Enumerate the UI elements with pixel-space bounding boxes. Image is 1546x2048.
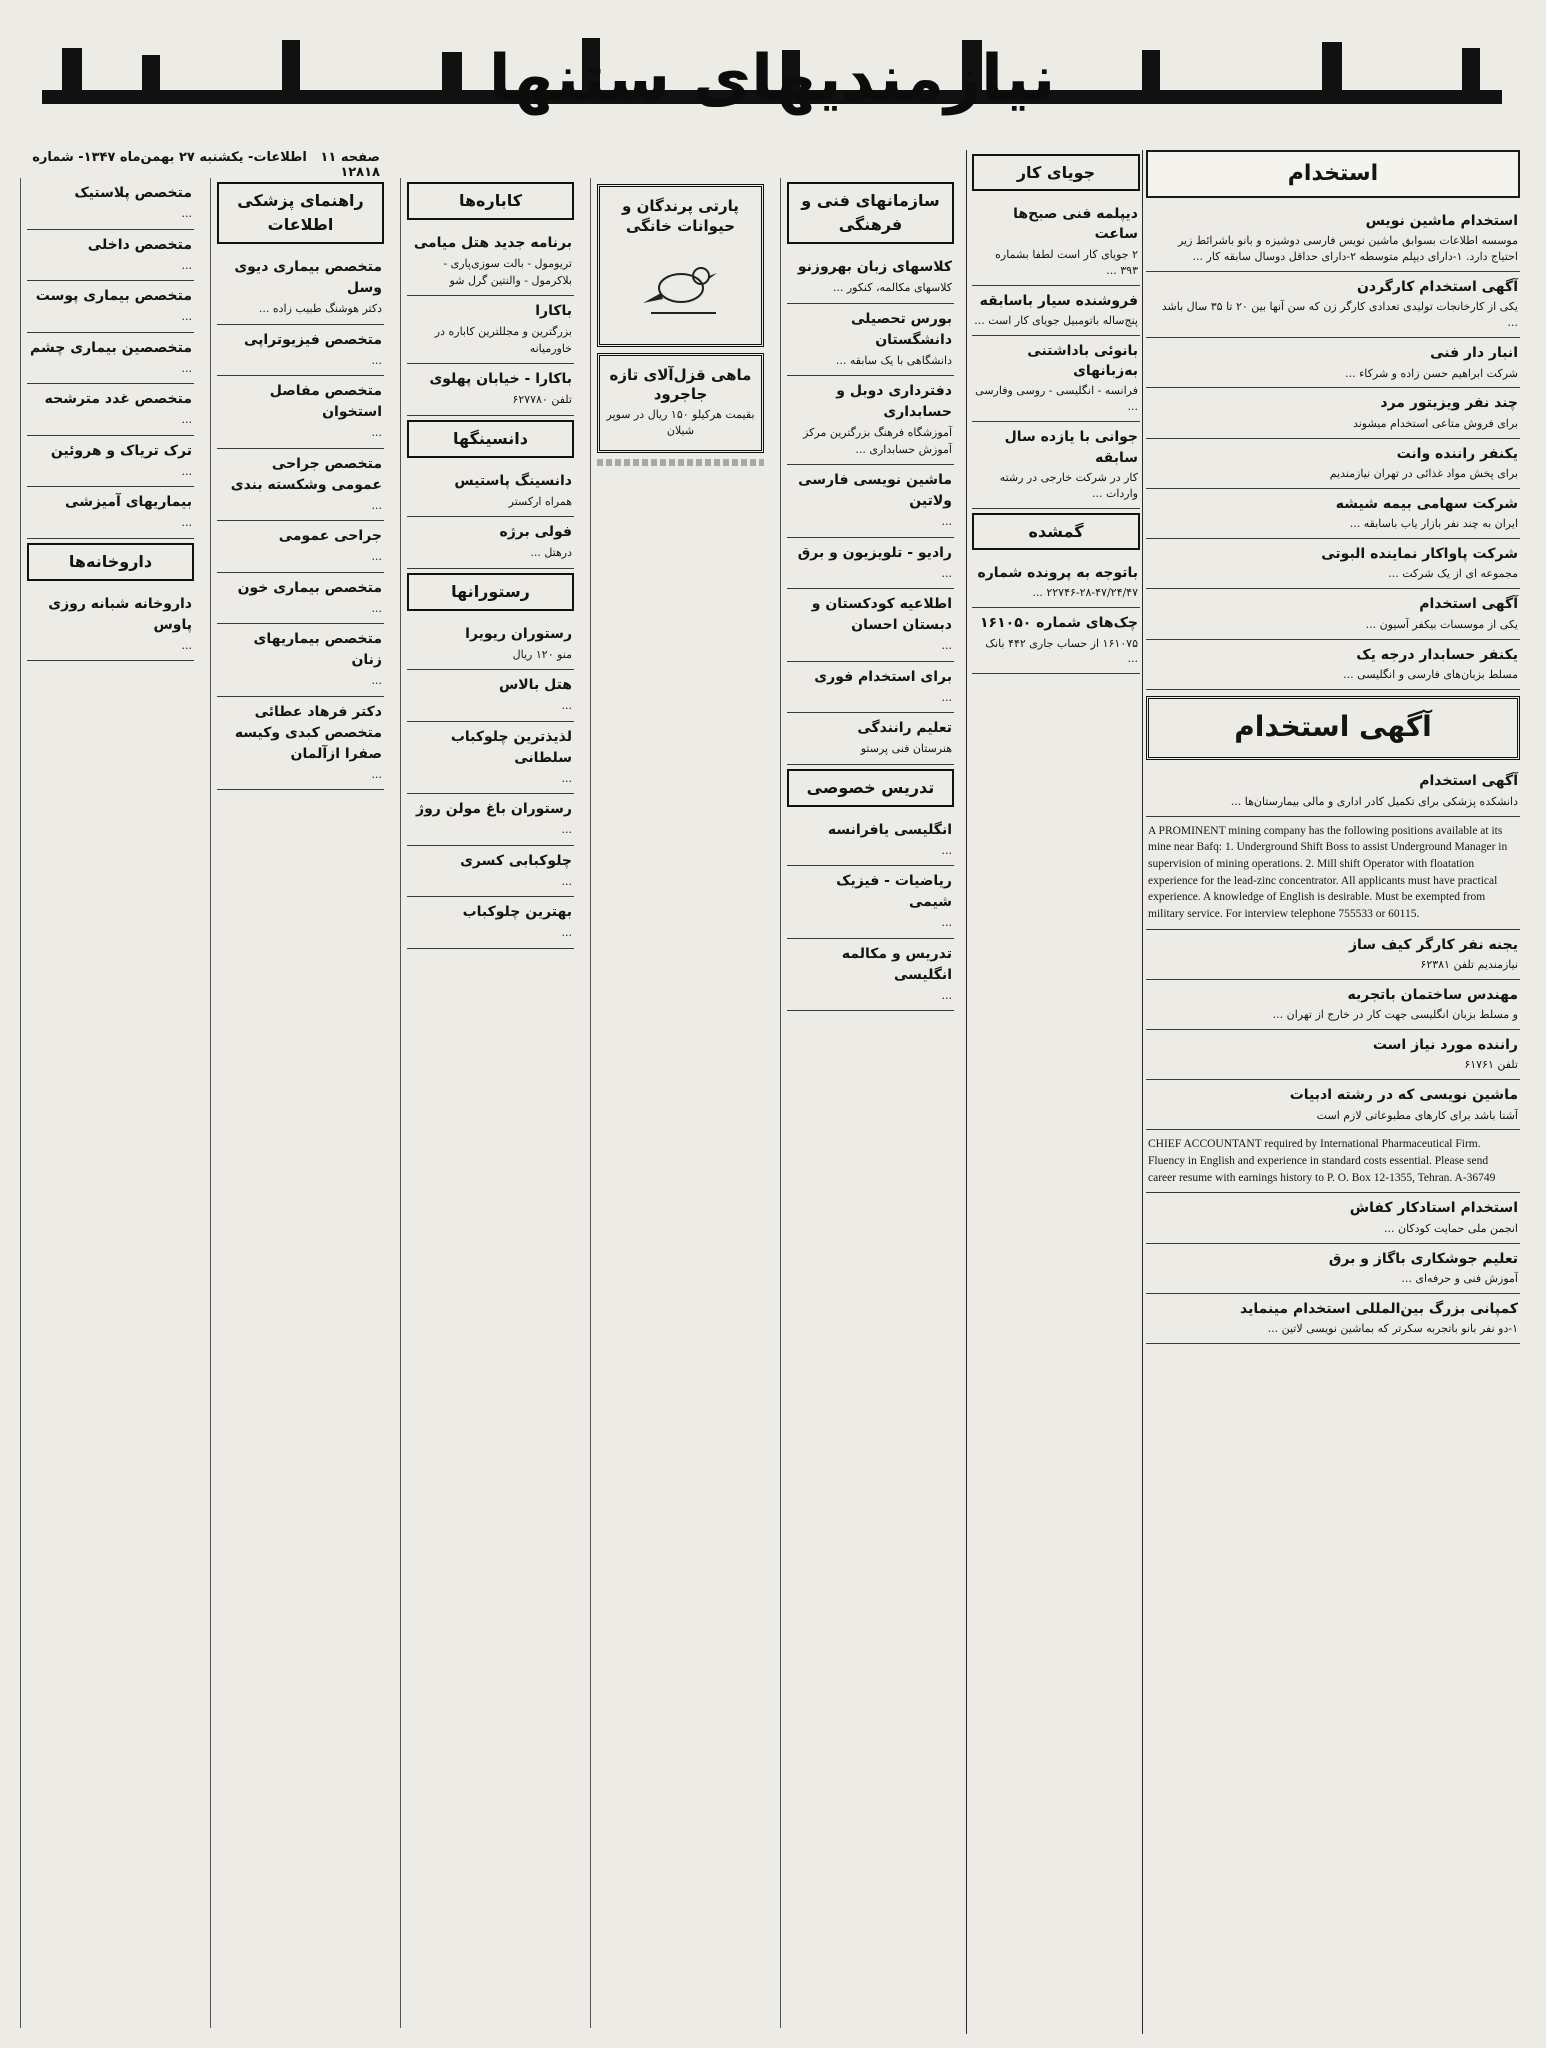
ad-body: فرانسه - انگلیسی - روسی وفارسی ...: [975, 384, 1138, 414]
text-rule: [597, 459, 764, 466]
ad-title: اطلاعیه کودکستان و دبستان احسان: [811, 596, 952, 633]
ad-body: ...: [181, 516, 192, 529]
cabarets-column: [400, 178, 580, 2028]
medical-column: [210, 178, 390, 2028]
ad-body: ۲ جویای کار است لطفا بشماره ۳۹۳ ...: [995, 247, 1138, 277]
ad-title: دفترداری دوبل و حسابداری: [836, 383, 952, 420]
classified-ad: [1146, 1244, 1520, 1294]
classified-ad: [787, 304, 954, 377]
ad-title: بورس تحصیلی دانشگستان: [850, 310, 952, 348]
ad-body: آموزشگاه فرهنگ بزرگترین مرکز آموزش حسابداری ...: [803, 426, 952, 456]
ad-title: برنامه جدید هتل میامی: [413, 235, 572, 251]
ad-body: ...: [371, 767, 382, 781]
ad-title: فروشنده سیار باسابقه: [979, 292, 1138, 309]
classified-ad: [217, 697, 384, 791]
ad-title: یجنه نفر کارگر کیف ساز: [1348, 936, 1518, 953]
medical-header: راهنمای پزشکی اطلاعات: [217, 182, 384, 244]
ad-title: بانوئی باداشتنی به‌زبانهای: [1027, 342, 1138, 380]
ad-title: باتوجه به پرونده شماره: [977, 565, 1138, 582]
ad-title: رادیو - تلویزیون و برق: [797, 544, 952, 561]
ad-title: متخصص غدد مترشحه: [44, 391, 192, 407]
ad-body: دانشگاهی با یک سابقه ...: [835, 353, 952, 367]
ad-body: مسلط بزبان‌های فارسی و انگلیسی ...: [1343, 667, 1518, 681]
classified-ad: [217, 325, 384, 377]
masthead-title: نیازمندیهای ستنها: [488, 42, 1056, 116]
ad-body: ۱۶۱۰۷۵ از حساب جاری ۴۴۲ بانک ...: [985, 636, 1138, 666]
ad-title: راننده مورد نیاز است: [1372, 1037, 1518, 1053]
ad-body: ...: [941, 843, 952, 857]
english-mining-ad: A PROMINENT mining company has the following positions available at its mine near Bafq: 1. Underground Shift Boss to assist Underground Manager in supervision of mining operations. 2. Mill shift Operator with floatation experience for the lead-zinc concentrator. All applicants must have practical experience. A knowledge of English is desirable. Must be exempted from military service. For interview telephone 755533 or 60115.: [1146, 817, 1520, 930]
classified-ad: [217, 521, 384, 573]
cabarets-header: کاباره‌ها: [407, 182, 574, 220]
employment-column-main: [1146, 150, 1520, 2038]
ad-body: ...: [371, 550, 382, 563]
classified-ad: [787, 252, 954, 304]
ad-title: مهندس ساختمان باتجربه: [1347, 986, 1518, 1003]
ad-title: آگهی استخدام: [1419, 596, 1518, 613]
classified-ad: [407, 296, 574, 364]
ad-body: ...: [181, 464, 192, 478]
ad-body: ...: [561, 771, 572, 785]
ad-title: ماشین نویسی که در رشته ادبیات: [1289, 1087, 1518, 1104]
ad-body: پنج‌ساله باتومبیل جویای کار است ...: [974, 313, 1138, 327]
classified-ad: [1146, 766, 1520, 816]
ad-body: ...: [941, 566, 952, 580]
ad-body: ...: [941, 988, 952, 1002]
bird-illustration-icon: [631, 238, 731, 328]
classified-ad: [1146, 1030, 1520, 1080]
column-divider: [1142, 150, 1143, 2034]
classified-ad: [407, 517, 574, 569]
classified-ad: [1146, 640, 1520, 690]
issue-date: اطلاعات- یکشنبه ۲۷ بهمن‌ماه ۱۳۴۷- شماره ۱۲۸۱۸: [32, 150, 380, 180]
agahi-box-title: آگهی استخدام: [1234, 709, 1432, 743]
classified-ad: [1146, 539, 1520, 589]
restaurants-header: رستورانها: [407, 573, 574, 611]
classified-ad: [27, 230, 194, 282]
ad-title: متخصص پلاستیک: [74, 185, 192, 201]
ad-title: بهترین چلوکباب: [462, 904, 572, 920]
classified-ad: [27, 384, 194, 436]
ad-title: متخصص بیماری دیوی وسل: [234, 259, 382, 296]
ad-body: ...: [371, 353, 382, 367]
technical-orgs-header: سازمانهای فنی و فرهنگی: [787, 182, 954, 244]
classified-ad: [407, 846, 574, 898]
ad-body: ...: [181, 361, 192, 375]
ad-title: چک‌های شماره ۱۶۱۰۵۰: [980, 615, 1138, 632]
birds-shop-title: پارتی پرندگان و حیوانات خانگی: [622, 197, 739, 235]
ad-body: ۲۲۷۴۶-۲۸-۴۷/۲۴/۴۷ ...: [1032, 586, 1138, 600]
misc-ads-column: [590, 178, 770, 2028]
ad-body: انجمن ملی حمایت کودکان ...: [1384, 1221, 1518, 1235]
ad-body: ۱-دو نفر بانو باتجربه سکرتر که بماشین نویسی لاتین ...: [1267, 1322, 1518, 1336]
ad-body: تلفن ۶۱۷۶۱: [1464, 1058, 1518, 1072]
birds-shop-box: [597, 184, 764, 347]
classified-ad: [1146, 589, 1520, 639]
classified-ad: [217, 449, 384, 522]
ad-body: منو ۱۲۰ ریال: [512, 647, 572, 661]
ad-body: تریومول - بالت سوزی‌پاری - بلاکرمول - والنتین گرل شو: [443, 257, 572, 287]
ad-title: فولی برژه: [499, 524, 572, 540]
ad-body: همراه ارکستر: [508, 494, 572, 508]
classified-ad: [407, 619, 574, 671]
classified-ad: [972, 199, 1140, 285]
agahi-estekhdam-box: [1146, 696, 1520, 760]
classified-ad: [972, 422, 1140, 508]
ad-body: هنرستان فنی پرستو: [860, 742, 952, 755]
ad-title: شرکت سهامی بیمه شیشه: [1335, 495, 1518, 512]
ad-body: ...: [561, 699, 572, 712]
classified-ad: [787, 939, 954, 1012]
classified-ad: [217, 252, 384, 325]
ad-body: و مسلط بزبان انگلیسی جهت کار در خارج از تهران ...: [1272, 1008, 1518, 1022]
ad-body: ...: [181, 207, 192, 220]
ad-title: متخصص بیماریهای زنان: [253, 631, 382, 668]
ad-title: متخصصین بیماری چشم: [30, 339, 192, 356]
ad-body: کار در شرکت خارجی در رشته واردات ...: [999, 470, 1138, 500]
ad-title: ریاضیات - فیزیک شیمی: [836, 873, 952, 910]
classified-ad: [27, 281, 194, 333]
ad-title: رستوران ریویرا: [465, 625, 572, 642]
ad-body: موسسه اطلاعات بسوابق ماشین نویس فارسی دوشیزه و بانو باشرائط زیر احتیاج دارد. ۱-دارای دیپلم متوسطه ۲-دارای حداقل دوسال سابقه کار ...: [1177, 234, 1518, 264]
classified-ad: [407, 466, 574, 518]
ad-title: ترک تریاک و هروئین: [50, 442, 192, 459]
classified-ad: [217, 376, 384, 449]
classified-ad: [787, 465, 954, 538]
classified-ad: [787, 376, 954, 465]
ad-body: ...: [181, 413, 192, 426]
ad-title: چند نفر ویزیتور مرد: [1380, 395, 1518, 412]
ad-title: رستوران باغ مولن روژ: [416, 801, 572, 817]
ad-body: آموزش فنی و حرفه‌ای ...: [1401, 1272, 1518, 1286]
ad-body: ...: [561, 926, 572, 939]
ad-body: برای پخش مواد غذائی در تهران نیازمندیم: [1329, 467, 1518, 480]
ad-title: آگهی استخدام کارگردن: [1356, 279, 1518, 296]
fish-ad-body: بقیمت هرکیلو ۱۵۰ ریال در سوپر شیلان: [606, 407, 755, 437]
ad-body: یکی از کارخانجات تولیدی تعدادی کارگر زن که سن آنها بین ۲۰ تا ۳۵ سال باشد ...: [1161, 300, 1518, 330]
ad-title: متخصص بیماری خون: [237, 579, 382, 596]
ad-body: کلاسهای مکالمه، کنکور ...: [832, 281, 952, 294]
lost-found-header: گمشده: [972, 513, 1140, 550]
classified-ad: [27, 333, 194, 385]
ad-body: یکی از موسسات بیکفر آسیون ...: [1365, 617, 1518, 631]
ad-title: جراحی عمومی: [278, 528, 382, 544]
remaining-columns: [20, 178, 960, 2028]
ad-title: متخصص مفاصل استخوان: [269, 383, 382, 420]
classified-ad: [1146, 1080, 1520, 1130]
ad-body: ...: [941, 916, 952, 929]
ad-body: آشنا باشد برای کارهای مطبوعاتی لازم است: [1316, 1108, 1518, 1122]
ad-body: تلفن ۶۲۷۷۸۰: [512, 393, 572, 406]
dancing-header: دانسینگها: [407, 420, 574, 458]
classified-ad: [1146, 1294, 1520, 1344]
ad-title: دیپلمه فنی صبح‌ها ساعت: [1013, 206, 1138, 243]
job-seekers-column: [972, 150, 1140, 2038]
ad-body: ...: [181, 638, 192, 652]
classified-ad: [787, 866, 954, 939]
ad-title: برای استخدام فوری: [814, 668, 952, 685]
page-number: صفحه ۱۱: [320, 150, 380, 165]
classified-ad: [787, 815, 954, 867]
ad-title: باکارا - خیابان پهلوی: [429, 371, 572, 387]
ad-title: دکتر فرهاد عطائی متخصص کبدی وکیسه صفرا ازآلمان: [234, 703, 382, 762]
classified-ad: [787, 662, 954, 714]
classified-ad: [1146, 206, 1520, 272]
issue-info: [20, 150, 380, 180]
ad-title: استخدام استادکار کفاش: [1349, 1200, 1518, 1217]
classified-ad: [217, 624, 384, 697]
classified-ad: [1146, 1193, 1520, 1243]
employment-header: استخدام: [1146, 150, 1520, 198]
ad-body: دکتر هوشنگ طبیب زاده ...: [258, 302, 382, 315]
ad-title: تدریس و مکالمه انگلیسی: [841, 945, 952, 983]
classified-ad: [27, 436, 194, 488]
medical-column-continued: [20, 178, 200, 2028]
classified-ad: [407, 722, 574, 795]
ad-title: یکنفر راننده وانت: [1396, 445, 1518, 462]
ad-title: ماشین نویسی فارسی ولاتین: [798, 472, 952, 509]
classified-ad: [972, 336, 1140, 422]
ad-body: ...: [181, 258, 192, 272]
classified-ad: [1146, 930, 1520, 980]
ad-title: شرکت پاواکار نماینده البوتی: [1321, 546, 1518, 563]
ad-body: ...: [371, 674, 382, 687]
ad-body: ...: [941, 639, 952, 652]
ad-title: تعلیم جوشکاری باگاز و برق: [1328, 1250, 1518, 1267]
classified-ad: [787, 589, 954, 662]
classified-ad: [407, 670, 574, 722]
pharmacies-header: داروخانه‌ها: [27, 543, 194, 581]
fish-ad-title: ماهی قزل‌آلای تازه جاجرود: [609, 365, 752, 403]
classified-ad: [407, 228, 574, 296]
ad-body: ...: [941, 690, 952, 704]
ad-title: متخصص جراحی عمومی وشکسته بندی: [230, 455, 382, 493]
ad-body: درهتل ...: [530, 546, 572, 559]
ad-body: ایران به چند نفر بازار یاب باسابقه ...: [1349, 517, 1518, 531]
classified-ad: [27, 487, 194, 539]
job-seekers-header: جویای کار: [972, 154, 1140, 191]
ad-body: برای فروش متاعی استخدام میشوند: [1352, 416, 1518, 430]
classified-ad: [787, 713, 954, 765]
ad-body: دانشکده پزشکی برای تکمیل کادر اداری و مالی بیمارستان‌ها ...: [1230, 794, 1518, 808]
ad-title: چلوکبابی کسری: [460, 852, 572, 869]
ad-body: ...: [561, 823, 572, 836]
ad-body: ...: [371, 601, 382, 615]
classified-ad: [972, 608, 1140, 674]
ad-title: متخصص داخلی: [87, 236, 192, 253]
ad-body: مجموعه ای از یک شرکت ...: [1388, 567, 1518, 581]
ad-title: استخدام ماشین نویس: [1365, 212, 1518, 229]
classified-ad: [27, 589, 194, 662]
ad-title: انبار دار فنی: [1430, 345, 1518, 362]
classified-ad: [27, 178, 194, 230]
classified-ad: [1146, 338, 1520, 388]
ad-title: تعلیم رانندگی: [857, 720, 952, 736]
ad-title: داروخانه شبانه روزی پاوس: [48, 595, 192, 633]
ad-title: باکارا: [535, 303, 572, 319]
classified-ad: [407, 794, 574, 846]
classified-ad: [1146, 272, 1520, 338]
classified-ad: [972, 558, 1140, 608]
ad-body: ...: [941, 515, 952, 528]
ad-title: کلاسهای زبان بهروزنو: [797, 259, 952, 275]
ad-title: متخصص بیماری پوست: [35, 288, 192, 304]
fish-ad-box: [597, 353, 764, 453]
technical-orgs-column: [780, 178, 960, 2028]
newspaper-masthead: [22, 30, 1522, 128]
classified-ad: [1146, 388, 1520, 438]
ad-title: دانسینگ پاستیس: [454, 472, 572, 489]
ad-title: یکنفر حسابدار درجه یک: [1356, 646, 1518, 663]
ad-title: متخصص فیزیوتراپی: [243, 331, 382, 348]
english-accountant-ad: CHIEF ACCOUNTANT required by International Pharmaceutical Firm. Fluency in English and experience in standard costs essential. Please send career resume with earnings history to P. O. Box 12-1355, Tehran. A-36749: [1146, 1130, 1520, 1193]
classified-ad: [1146, 489, 1520, 539]
classified-ad: [217, 573, 384, 625]
ad-body: ...: [371, 498, 382, 512]
ad-title: هتل بالاس: [498, 677, 572, 693]
ad-body: بزرگترین و مجللترین کاباره در خاورمیانه: [434, 325, 572, 355]
column-divider: [966, 150, 967, 2034]
ad-body: ...: [561, 874, 572, 888]
ad-title: کمپانی بزرگ بین‌المللی استخدام مینماید: [1240, 1300, 1518, 1317]
classified-ad: [1146, 980, 1520, 1030]
ad-body: نیازمندیم تلفن ۶۲۳۸۱: [1420, 957, 1518, 971]
ad-body: ...: [181, 310, 192, 323]
tutoring-header: تدریس خصوصی: [787, 769, 954, 807]
ad-title: انگلیسی یافرانسه: [827, 821, 952, 838]
classified-ad: [407, 897, 574, 949]
classified-ad: [972, 286, 1140, 336]
ad-body: شرکت ابراهیم حسن زاده و شرکاء ...: [1345, 366, 1518, 380]
classified-ad: [787, 538, 954, 590]
ad-title: آگهی استخدام: [1419, 773, 1518, 790]
ad-body: ...: [371, 426, 382, 439]
ad-title: جوانی با یازده سال سابقه: [1004, 429, 1138, 466]
classified-ad: [407, 364, 574, 416]
ad-title: لذیذترین چلوکباب سلطانی: [450, 728, 572, 766]
ad-title: بیماریهای آمیزشی: [65, 494, 192, 510]
classified-ad: [1146, 439, 1520, 489]
